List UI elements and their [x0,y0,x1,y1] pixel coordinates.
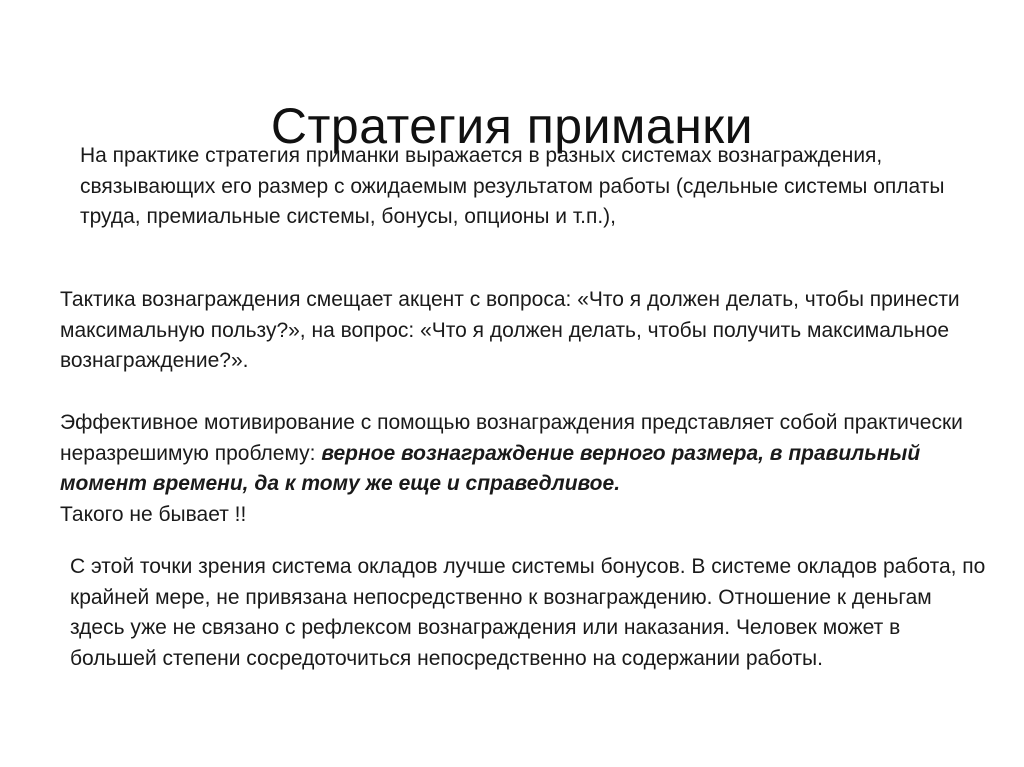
paragraph-salary-system: С этой точки зрения система окладов лучше системы бонусов. В системе окладов работа, по крайней мере, не привязана непосредственно к вознаграждению. Отношение к деньгам здесь уже не связано с рефлексом вознаграждения или наказания. Человек может в большей степени сосредоточиться непосредственно на содержании работы. [70,555,986,670]
paragraph-bait-strategy: На практике стратегия приманки выражается в разных системах вознаграждения, связывающих его размер с ожидаемым результатом работы (сдельные системы оплаты труда, премиальные системы, бонусы, опционы и т.п.), [80,144,945,228]
paragraph-reward-tactic: Тактика вознаграждения смещает акцент с вопроса: «Что я должен делать, чтобы принести максимальную пользу?», на вопрос: «Что я должен делать, чтобы получить максимальное вознаграждение?». [60,288,960,372]
slide-title: Стратегия приманки [270,97,754,154]
paragraph-effective-motivation [60,408,980,530]
paragraph-lead-text: Эффективное мотивирование с помощью вознаграждения представляет собой практически неразрешимую проблему: [60,411,963,465]
paragraph-tail-text: Такого не бывает !! [60,502,247,526]
emphasized-text: верное вознаграждение верного размера, в правильный момент времени, да к тому же еще и справедливое. [60,441,921,495]
